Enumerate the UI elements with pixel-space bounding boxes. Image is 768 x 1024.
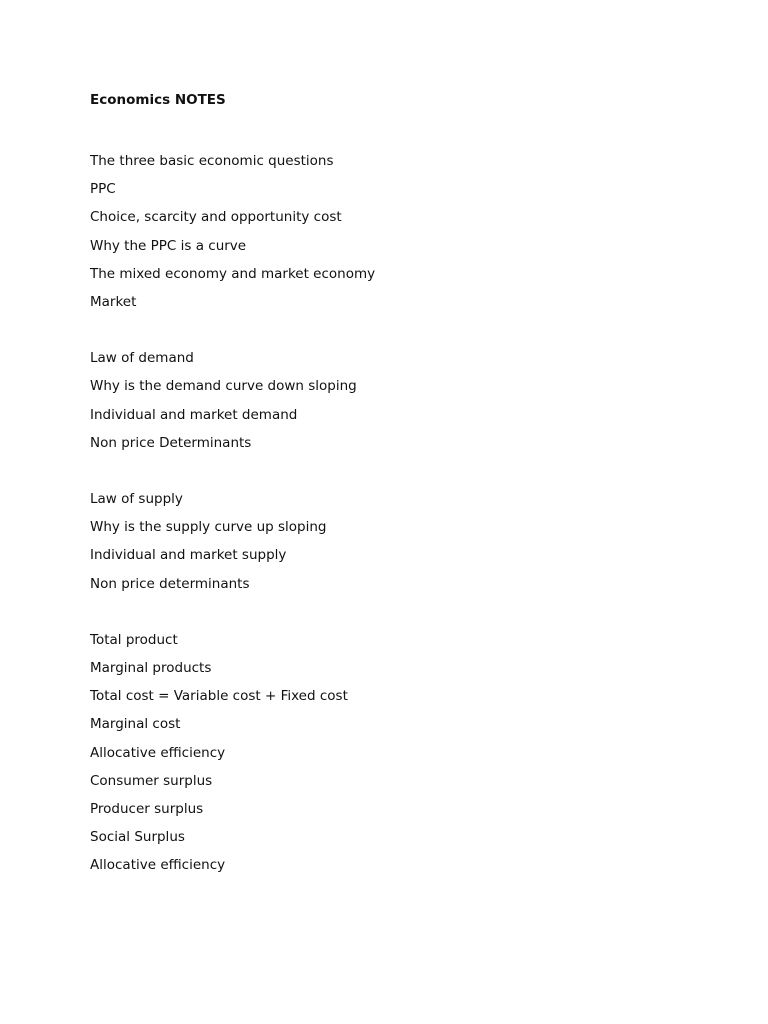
list-item: Law of demand: [90, 350, 194, 367]
list-item: Consumer surplus: [90, 772, 213, 789]
list-item: Total cost = Variable cost + Fixed cost: [90, 688, 348, 705]
section-basic-economics: [90, 147, 690, 316]
list-item: Non price Determinants: [90, 434, 252, 451]
list-item: The three basic economic questions: [90, 153, 334, 169]
list-item: Allocative efficiency: [90, 744, 226, 761]
section-costs-and-surplus: [90, 626, 690, 880]
list-item: Why the PPC is a curve: [90, 237, 247, 254]
list-item: Non price determinants: [90, 575, 250, 592]
list-item: Law of supply: [90, 491, 183, 508]
document-title: Economics NOTES: [90, 92, 226, 108]
list-item: Marginal cost: [90, 716, 181, 733]
list-item: Allocative efficiency: [90, 857, 226, 874]
list-item: Individual and market demand: [90, 406, 298, 423]
list-item: Total product: [90, 631, 178, 648]
list-item: Individual and market supply: [90, 547, 287, 564]
list-item: Producer surplus: [90, 801, 204, 818]
list-item: Market: [90, 294, 137, 311]
list-item: The mixed economy and market economy: [90, 265, 376, 282]
section-supply: [90, 485, 690, 598]
list-item: Why is the supply curve up sloping: [90, 519, 327, 536]
document-body: [90, 90, 690, 880]
list-item: Choice, scarcity and opportunity cost: [90, 209, 342, 226]
list-item: Marginal products: [90, 660, 212, 677]
section-demand: [90, 344, 690, 457]
list-item: PPC: [90, 181, 116, 198]
list-item: Social Surplus: [90, 829, 185, 846]
list-item: Why is the demand curve down sloping: [90, 378, 357, 395]
